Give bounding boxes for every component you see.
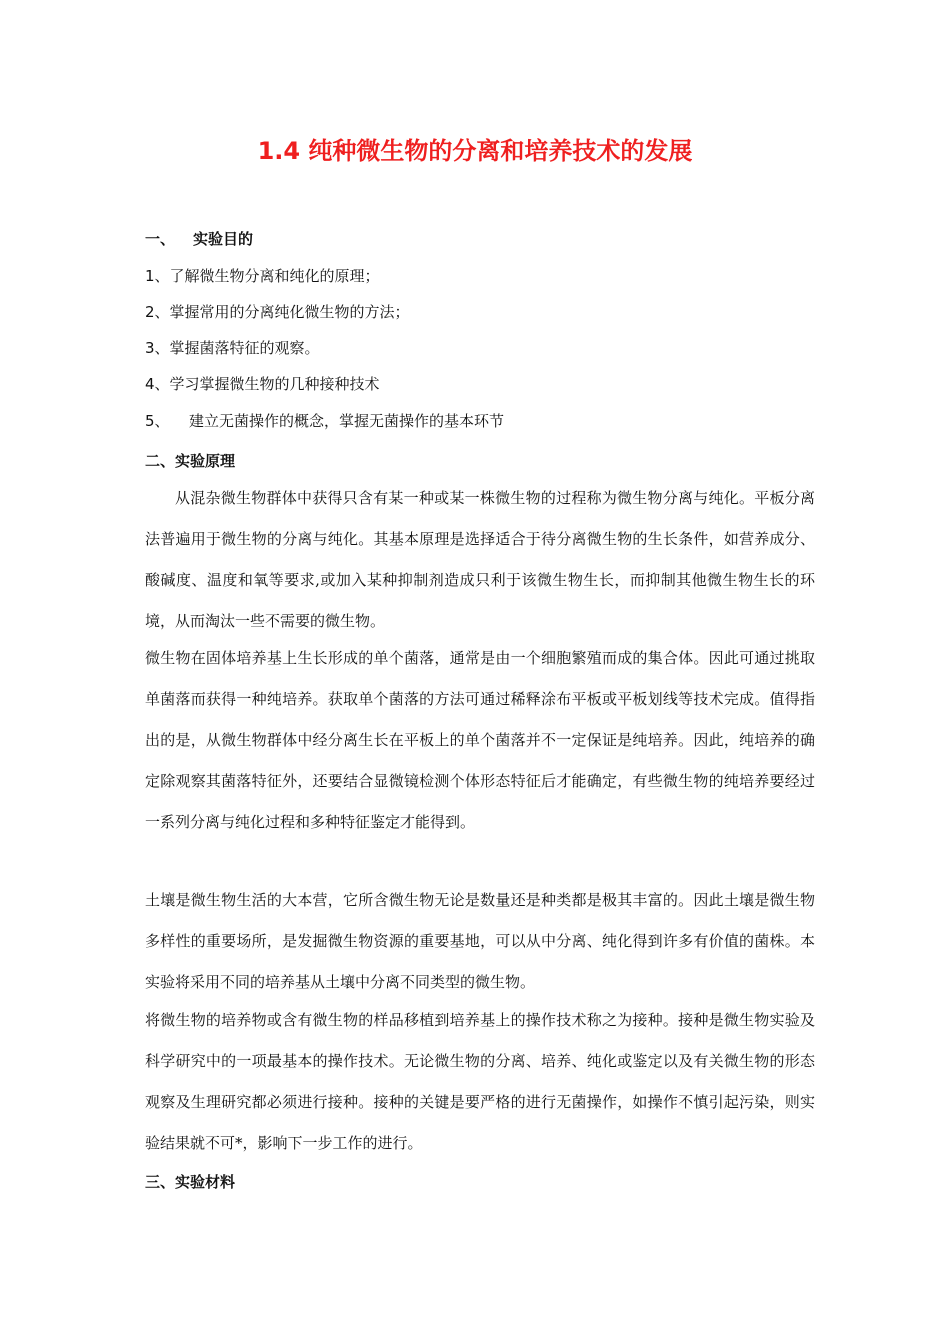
paragraph: 从混杂微生物群体中获得只含有某一种或某一株微生物的过程称为微生物分离与纯化。平板分离法普遍用于微生物的分离与纯化。其基本原理是选择适合于待分离微生物的生长条件，如营养成分、酸碱度、温度和氧等要求,或加入某种抑制剂造成只利于该微生物生长，而抑制其他微生物生长的环境，从而淘汰一些不需要的微生物。 xyxy=(145,489,815,630)
list-item xyxy=(145,374,380,394)
list-item-text: 了解微生物分离和纯化的原理； xyxy=(169,267,380,285)
section1-heading xyxy=(145,229,253,249)
list-item-number: 3、 xyxy=(145,339,170,357)
list-item xyxy=(145,302,410,322)
list-item-number: 5、 xyxy=(145,412,170,430)
paragraph: 土壤是微生物生活的大本营，它所含微生物无论是数量还是种类都是极其丰富的。因此土壤是微生物多样性的重要场所，是发掘微生物资源的重要基地，可以从中分离、纯化得到许多有价值的菌株。本实验将采用不同的培养基从土壤中分离不同类型的微生物。 xyxy=(145,891,815,991)
paragraph: 将微生物的培养物或含有微生物的样品移植到培养基上的操作技术称之为接种。接种是微生物实验及科学研究中的一项最基本的操作技术。无论微生物的分离、培养、纯化或鉴定以及有关微生物的形态观察及生理研究都必须进行接种。接种的关键是要严格的进行无菌操作，如操作不慎引起污染，则实验结果就不可*，影响下一步工作的进行。 xyxy=(145,1011,815,1152)
section1-heading-text: 实验目的 xyxy=(193,230,254,248)
list-item xyxy=(145,266,380,286)
list-item-number: 4、 xyxy=(145,375,170,393)
list-item xyxy=(145,411,504,431)
section1-number: 一、 xyxy=(145,230,176,248)
section3-heading: 三、实验材料 xyxy=(145,1173,236,1191)
list-item-text: 掌握菌落特征的观察。 xyxy=(169,339,320,357)
list-item xyxy=(145,338,320,358)
list-item-text: 学习掌握微生物的几种接种技术 xyxy=(169,375,380,393)
list-item-number: 2、 xyxy=(145,303,170,321)
page-title: 1.4 纯种微生物的分离和培养技术的发展 xyxy=(257,137,693,165)
list-item-number: 1、 xyxy=(145,267,170,285)
section2-heading: 二、实验原理 xyxy=(145,452,236,470)
list-item-text: 掌握常用的分离纯化微生物的方法； xyxy=(169,303,410,321)
list-item-text: 建立无菌操作的概念，掌握无菌操作的基本环节 xyxy=(189,412,505,430)
paragraph: 微生物在固体培养基上生长形成的单个菌落，通常是由一个细胞繁殖而成的集合体。因此可通过挑取单菌落而获得一种纯培养。获取单个菌落的方法可通过稀释涂布平板或平板划线等技术完成。值得指出的是，从微生物群体中经分离生长在平板上的单个菌落并不一定保证是纯培养。因此，纯培养的确定除观察其菌落特征外，还要结合显微镜检测个体形态特征后才能确定，有些微生物的纯培养要经过一系列分离与纯化过程和多种特征鉴定才能得到。 xyxy=(145,649,815,831)
